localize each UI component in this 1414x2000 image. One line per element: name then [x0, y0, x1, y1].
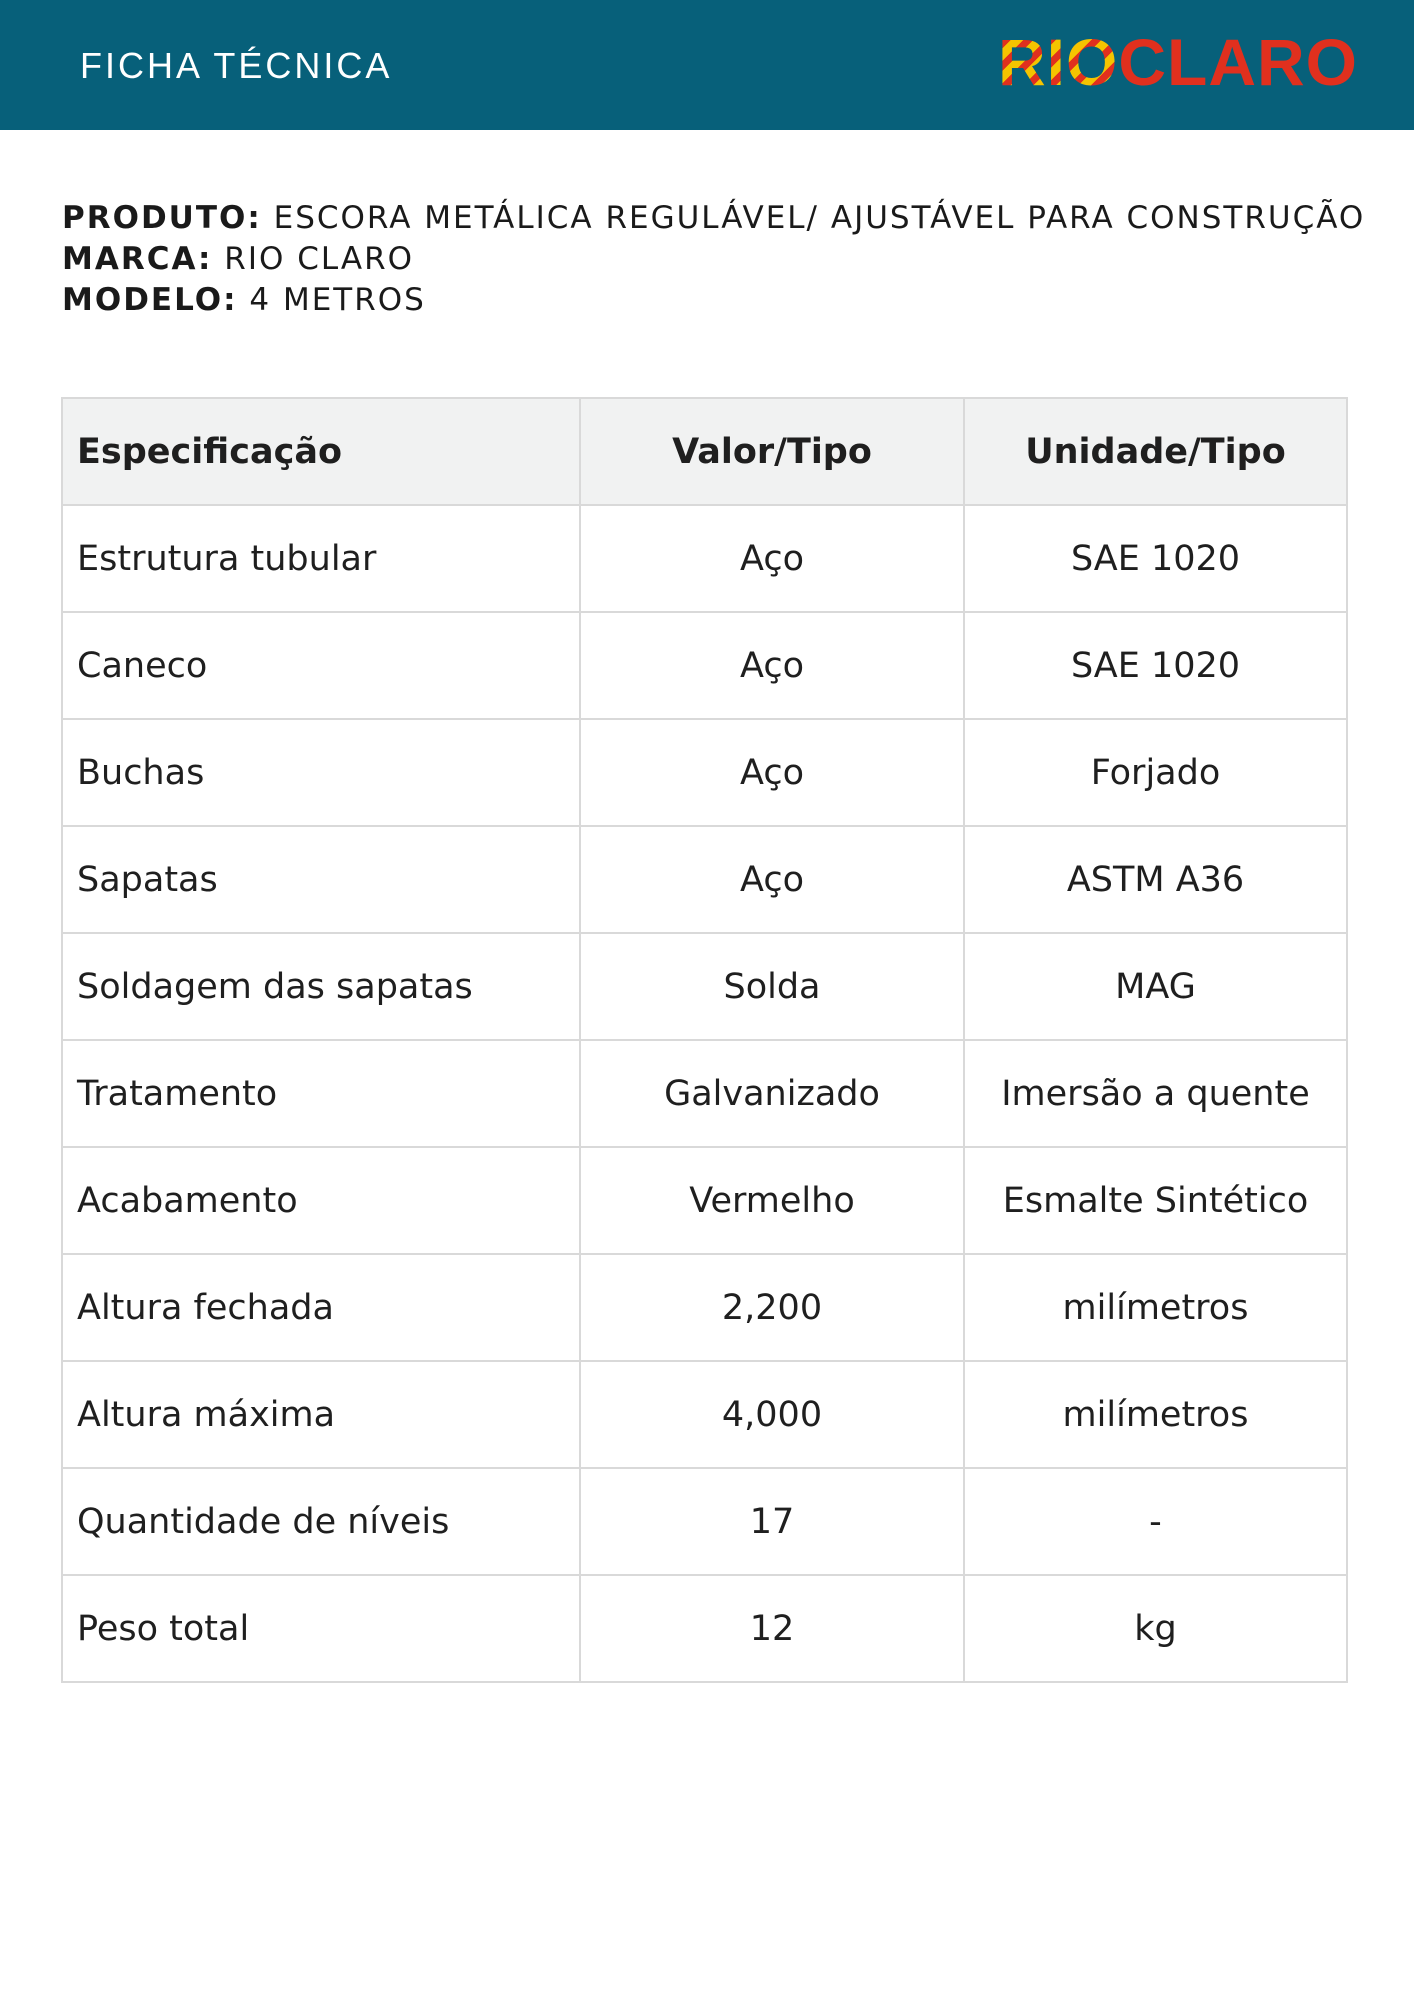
cell-unidade: Imersão a quente: [964, 1040, 1347, 1147]
cell-unidade: kg: [964, 1575, 1347, 1682]
page-title: FICHA TÉCNICA: [80, 45, 393, 86]
table-row: [62, 1254, 1347, 1361]
cell-valor: Galvanizado: [580, 1040, 964, 1147]
cell-especificacao: Altura máxima: [62, 1361, 580, 1468]
produto-label: PRODUTO:: [62, 200, 262, 236]
cell-especificacao: Soldagem das sapatas: [62, 933, 580, 1040]
cell-valor: Aço: [580, 719, 964, 826]
cell-unidade: milímetros: [964, 1254, 1347, 1361]
modelo-label: MODELO:: [62, 282, 238, 318]
table-row: [62, 1575, 1347, 1682]
cell-valor: 17: [580, 1468, 964, 1575]
cell-especificacao: Quantidade de níveis: [62, 1468, 580, 1575]
cell-unidade: SAE 1020: [964, 612, 1347, 719]
produto-row: [62, 198, 1365, 239]
cell-especificacao: Peso total: [62, 1575, 580, 1682]
product-info: [62, 198, 1365, 321]
column-header-especificacao: Especificação: [62, 398, 580, 505]
cell-unidade: milímetros: [964, 1361, 1347, 1468]
table-row: [62, 933, 1347, 1040]
cell-valor: 4,000: [580, 1361, 964, 1468]
table-row: [62, 1468, 1347, 1575]
modelo-row: [62, 280, 1365, 321]
table-row: [62, 1361, 1347, 1468]
cell-unidade: -: [964, 1468, 1347, 1575]
header-bar: [0, 0, 1414, 130]
cell-unidade: Forjado: [964, 719, 1347, 826]
cell-unidade: ASTM A36: [964, 826, 1347, 933]
table-row: [62, 1147, 1347, 1254]
table-row: [62, 826, 1347, 933]
cell-valor: Vermelho: [580, 1147, 964, 1254]
cell-unidade: SAE 1020: [964, 505, 1347, 612]
table-header-row: [62, 398, 1347, 505]
cell-especificacao: Caneco: [62, 612, 580, 719]
logo-rio-text: RIO: [998, 25, 1119, 99]
column-header-valor-tipo: Valor/Tipo: [580, 398, 964, 505]
cell-valor: Aço: [580, 826, 964, 933]
table-row: [62, 719, 1347, 826]
cell-valor: Solda: [580, 933, 964, 1040]
rio-claro-logo: [998, 25, 1358, 99]
marca-value: RIO CLARO: [224, 241, 415, 277]
cell-especificacao: Acabamento: [62, 1147, 580, 1254]
table-row: [62, 612, 1347, 719]
column-header-unidade-tipo: Unidade/Tipo: [964, 398, 1347, 505]
marca-row: [62, 239, 1365, 280]
cell-especificacao: Altura fechada: [62, 1254, 580, 1361]
logo-claro-text: CLARO: [1118, 25, 1358, 99]
cell-valor: Aço: [580, 612, 964, 719]
modelo-value: 4 METROS: [249, 282, 426, 318]
cell-especificacao: Tratamento: [62, 1040, 580, 1147]
table-row: [62, 1040, 1347, 1147]
cell-especificacao: Buchas: [62, 719, 580, 826]
cell-valor: Aço: [580, 505, 964, 612]
spec-table: [61, 397, 1348, 1683]
cell-unidade: Esmalte Sintético: [964, 1147, 1347, 1254]
table-row: [62, 505, 1347, 612]
cell-valor: 12: [580, 1575, 964, 1682]
cell-especificacao: Estrutura tubular: [62, 505, 580, 612]
cell-unidade: MAG: [964, 933, 1347, 1040]
marca-label: MARCA:: [62, 241, 213, 277]
cell-valor: 2,200: [580, 1254, 964, 1361]
cell-especificacao: Sapatas: [62, 826, 580, 933]
produto-value: ESCORA METÁLICA REGULÁVEL/ AJUSTÁVEL PARA CONSTRUÇÃO: [273, 200, 1366, 236]
